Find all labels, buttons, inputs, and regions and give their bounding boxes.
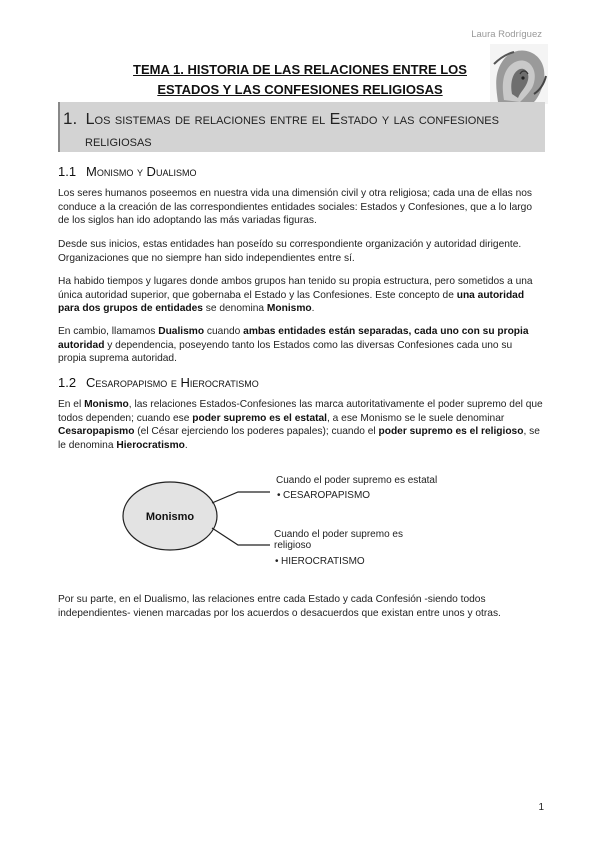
- header-author: Laura Rodríguez: [471, 29, 542, 40]
- p5-text-k: .: [184, 439, 188, 451]
- p4-bold-b: Dualismo: [158, 326, 205, 337]
- subsection-number: 1.2: [58, 375, 77, 390]
- diagram-upper-item: CESAROPAPISMO: [283, 490, 371, 501]
- p5-text-c: , las relaciones Estados-Confesiones las marca autoritativamente el poder supremo del que todos dependen; cuando ese: [58, 399, 543, 424]
- paragraph-2: Desde sus inicios, estas entidades han poseído su correspondiente organización y autoridad dirigente. Organizaciones que no siempre han sido independientes entre sí.: [58, 239, 522, 264]
- p5-text-g: (el César ejerciendo los poderes papales); cuando el: [134, 426, 379, 438]
- title-line-1: TEMA 1. HISTORIA DE LAS RELACIONES ENTRE LOS: [133, 62, 467, 77]
- monismo-diagram: [120, 470, 480, 580]
- section-heading: [63, 108, 533, 153]
- p3-text-a: Ha habido tiempos y lugares donde ambos grupos han tenido su propia estructura, pero sometidos a una única autoridad superior, que gobernaba el Estado y las Confesiones. Este concepto de: [58, 276, 533, 301]
- p3-bold-d: Monismo: [266, 303, 312, 315]
- p5-text-i: , se le denomina: [58, 426, 540, 451]
- document-title: [110, 60, 490, 100]
- p5-bold-b: Monismo: [84, 399, 129, 410]
- section-title-line-2: religiosas: [85, 133, 152, 150]
- diagram-upper-bullet: •: [277, 490, 281, 501]
- paragraph-1: Los seres humanos poseemos en nuestra vida una dimensión civil y otra religiosa; cada una de ellas nos conduce a la creación de las correspondientes entidades sociales: Estados y Confesiones, que a lo largo de los siglos han ido adoptando las más variadas figuras.: [58, 188, 533, 227]
- p4-text-c: cuando: [204, 326, 244, 337]
- p3-text-e: .: [311, 303, 315, 315]
- subsection-heading-1-1: [58, 164, 196, 179]
- section-number: 1.: [63, 109, 78, 128]
- subsection-title: Cesaropapismo e Hierocratismo: [86, 375, 259, 390]
- p5-bold-d: poder supremo es el estatal: [192, 412, 328, 424]
- subsection-heading-1-2: [58, 375, 259, 390]
- paragraph-4: [58, 325, 543, 366]
- paragraph-5: [58, 398, 543, 452]
- diagram-center-label: Monismo: [145, 511, 195, 523]
- p3-bold-b: una autoridad para dos grupos de entidades: [58, 289, 525, 315]
- p4-text-e: y dependencia, poseyendo tanto los Estados como las diversas Confesiones cada uno su propia suprema autoridad.: [58, 339, 513, 365]
- subsection-number: 1.1: [58, 164, 77, 179]
- diagram-lower-caption-2: religioso: [274, 540, 312, 551]
- diagram-lower-caption-1: Cuando el poder supremo es: [274, 529, 403, 540]
- p5-bold-j: Hierocratismo: [116, 439, 185, 451]
- p5-bold-h: poder supremo es el religioso: [378, 426, 524, 438]
- p5-bold-f: Cesaropapismo: [58, 426, 135, 438]
- p5-text-a: En el: [58, 399, 85, 410]
- lower-connector: [212, 528, 270, 545]
- diagram-lower-item: HIEROCRATISMO: [281, 556, 365, 567]
- paragraph-3: [58, 275, 543, 316]
- p4-bold-d: ambas entidades están separadas, cada uno con su propia autoridad: [58, 326, 529, 351]
- p5-text-e: , a ese Monismo se le suele denominar: [327, 412, 505, 424]
- p4-text-a: En cambio, llamamos: [58, 326, 159, 337]
- subsection-title: Monismo y Dualismo: [86, 164, 197, 179]
- faces-illustration-icon: [490, 44, 548, 104]
- page-number: 1: [538, 802, 544, 813]
- paragraph-6: Por su parte, en el Dualismo, las relaciones entre cada Estado y cada Confesión -siendo todos independientes- vienen marcadas por los acuerdos o desacuerdos que existan entre unos y otras.: [58, 594, 501, 619]
- title-line-2: ESTADOS Y LAS CONFESIONES RELIGIOSAS: [157, 82, 443, 97]
- section-title-line-1: Los sistemas de relaciones entre el Estado y las confesiones: [85, 111, 499, 128]
- diagram-upper-caption: Cuando el poder supremo es estatal: [276, 475, 438, 486]
- upper-connector: [212, 492, 270, 503]
- diagram-lower-bullet: •: [275, 556, 279, 567]
- p3-text-c: se denomina: [202, 303, 267, 315]
